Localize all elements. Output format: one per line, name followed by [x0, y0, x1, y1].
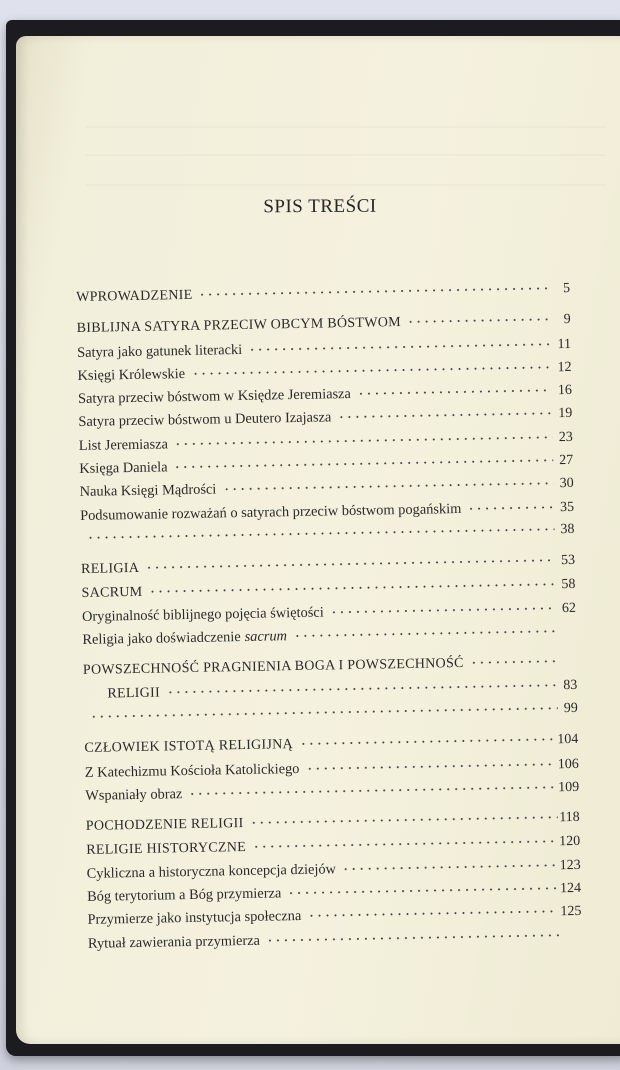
- toc-entry-page: 23: [558, 429, 573, 445]
- dot-leader: [407, 317, 551, 326]
- toc-entry-label: CZŁOWIEK ISTOTĄ RELIGIJNĄ: [84, 737, 294, 757]
- toc-entry-page: 83: [563, 677, 578, 693]
- toc-entry-label: Bóg terytorium a Bóg przymierza: [86, 885, 282, 906]
- toc-entry-page: 58: [561, 576, 576, 592]
- dot-leader: [342, 862, 558, 872]
- dot-leader: [470, 659, 557, 667]
- toc-entry-label: RELIGIE HISTORYCZNE: [86, 839, 247, 858]
- dot-leader: [188, 784, 556, 797]
- dot-leader: [222, 481, 553, 493]
- toc-entry-page: 30: [559, 476, 574, 492]
- toc-entry-page: 124: [559, 880, 582, 897]
- dot-leader: [287, 885, 558, 896]
- toc-entry-label: Satyra jako gatunek literacki: [77, 341, 243, 361]
- toc-entry-page: 125: [560, 904, 582, 920]
- toc-entry-page: 99: [563, 700, 578, 717]
- toc-entry-page: 16: [557, 383, 573, 399]
- toc-entry-label: Satyra przeciw bóstwom u Deutero Izajasza: [78, 409, 332, 431]
- toc-entry-label: Przymierze jako instytucja społeczna: [87, 908, 302, 929]
- toc-entry-label: RELIGIA: [80, 561, 140, 578]
- toc-entry-page: 123: [559, 857, 581, 874]
- dot-leader: [252, 838, 557, 850]
- dot-leader: [198, 285, 550, 297]
- toc-entry-page: 109: [558, 779, 580, 796]
- toc-entry-page: 118: [559, 810, 580, 826]
- toc-entry-label: Oryginalność biblijnego pojęcia świętości: [81, 604, 324, 625]
- toc-entry-label: Z Katechizmu Kościoła Katolickiego: [84, 760, 300, 781]
- dot-leader: [299, 737, 555, 748]
- toc-entry-label: RELIGII: [107, 685, 161, 702]
- dot-leader: [305, 761, 555, 772]
- toc-entry-label: Księgi Królewskie: [77, 365, 186, 384]
- toc-entry-label: WPROWADZENIE: [76, 287, 193, 305]
- toc-entry-page: 53: [560, 553, 576, 569]
- toc-entry-label: Podsumowanie rozważań o satyrach przeciw bóstwom pogańskim: [79, 500, 462, 524]
- toc-entry-label: SACRUM: [81, 584, 143, 601]
- toc-entry-page: 62: [561, 600, 577, 617]
- show-through: [86, 126, 606, 128]
- toc-entry-label: POCHODZENIE RELIGII: [85, 816, 244, 835]
- toc-entry-label: Rytuał zawierania przymierza: [87, 932, 261, 952]
- toc-entry-page: 5: [562, 280, 571, 297]
- show-through: [86, 154, 606, 156]
- dot-leader: [307, 909, 558, 920]
- toc-entry-label-italic: sacrum: [244, 628, 288, 646]
- dot-leader: [174, 434, 553, 447]
- dot-leader: [145, 558, 555, 572]
- toc-entry-label: Cykliczna a historyczna koncepcja dziejów: [86, 861, 337, 882]
- dot-leader: [330, 605, 556, 615]
- dot-leader: [148, 581, 555, 594]
- toc-entry-page: 19: [558, 406, 573, 422]
- dot-leader: [293, 628, 556, 639]
- dot-leader: [174, 457, 554, 470]
- toc-entry-page: 106: [557, 756, 579, 772]
- show-through: [86, 184, 606, 186]
- toc-entry-page: 12: [557, 359, 572, 376]
- toc-entry-page: 27: [559, 452, 574, 469]
- toc-entry-label: BIBLIJNA SATYRA PRZECIW OBCYM BÓSTWOM: [76, 315, 402, 337]
- toc-entry-label: POWSZECHNOŚĆ PRAGNIENIA BOGA I POWSZECHNOŚĆ: [82, 656, 464, 679]
- toc-entry-page: 11: [557, 336, 572, 352]
- toc-entry-label: Nauka Księgi Mądrości: [79, 481, 217, 501]
- toc-entry-page: 104: [557, 732, 579, 748]
- toc-entry-page: 38: [560, 521, 575, 538]
- toc-entry-page: 9: [563, 312, 571, 328]
- toc-entry-label: Satyra przeciw bóstwom w Księdze Jeremiasza: [77, 386, 352, 408]
- dot-leader: [191, 364, 552, 377]
- toc-entry-page: 35: [559, 499, 575, 515]
- dot-leader: [467, 504, 554, 512]
- dot-leader: [166, 682, 557, 695]
- toc-entry-label: Religia jako doświadczenie: [82, 629, 241, 649]
- page-title: SPIS TREŚCI: [263, 195, 377, 218]
- toc-entry-label: Wspaniały obraz: [85, 786, 183, 804]
- dot-leader: [249, 815, 557, 827]
- toc-entry-page: 120: [559, 833, 581, 849]
- table-of-contents: [76, 281, 582, 959]
- dot-leader: [248, 341, 551, 353]
- dot-leader: [266, 932, 562, 943]
- toc-entry-label: Księga Daniela: [79, 459, 168, 478]
- toc-entry-label: List Jeremiasza: [78, 436, 169, 454]
- dot-leader: [337, 411, 552, 421]
- dot-leader: [357, 387, 552, 397]
